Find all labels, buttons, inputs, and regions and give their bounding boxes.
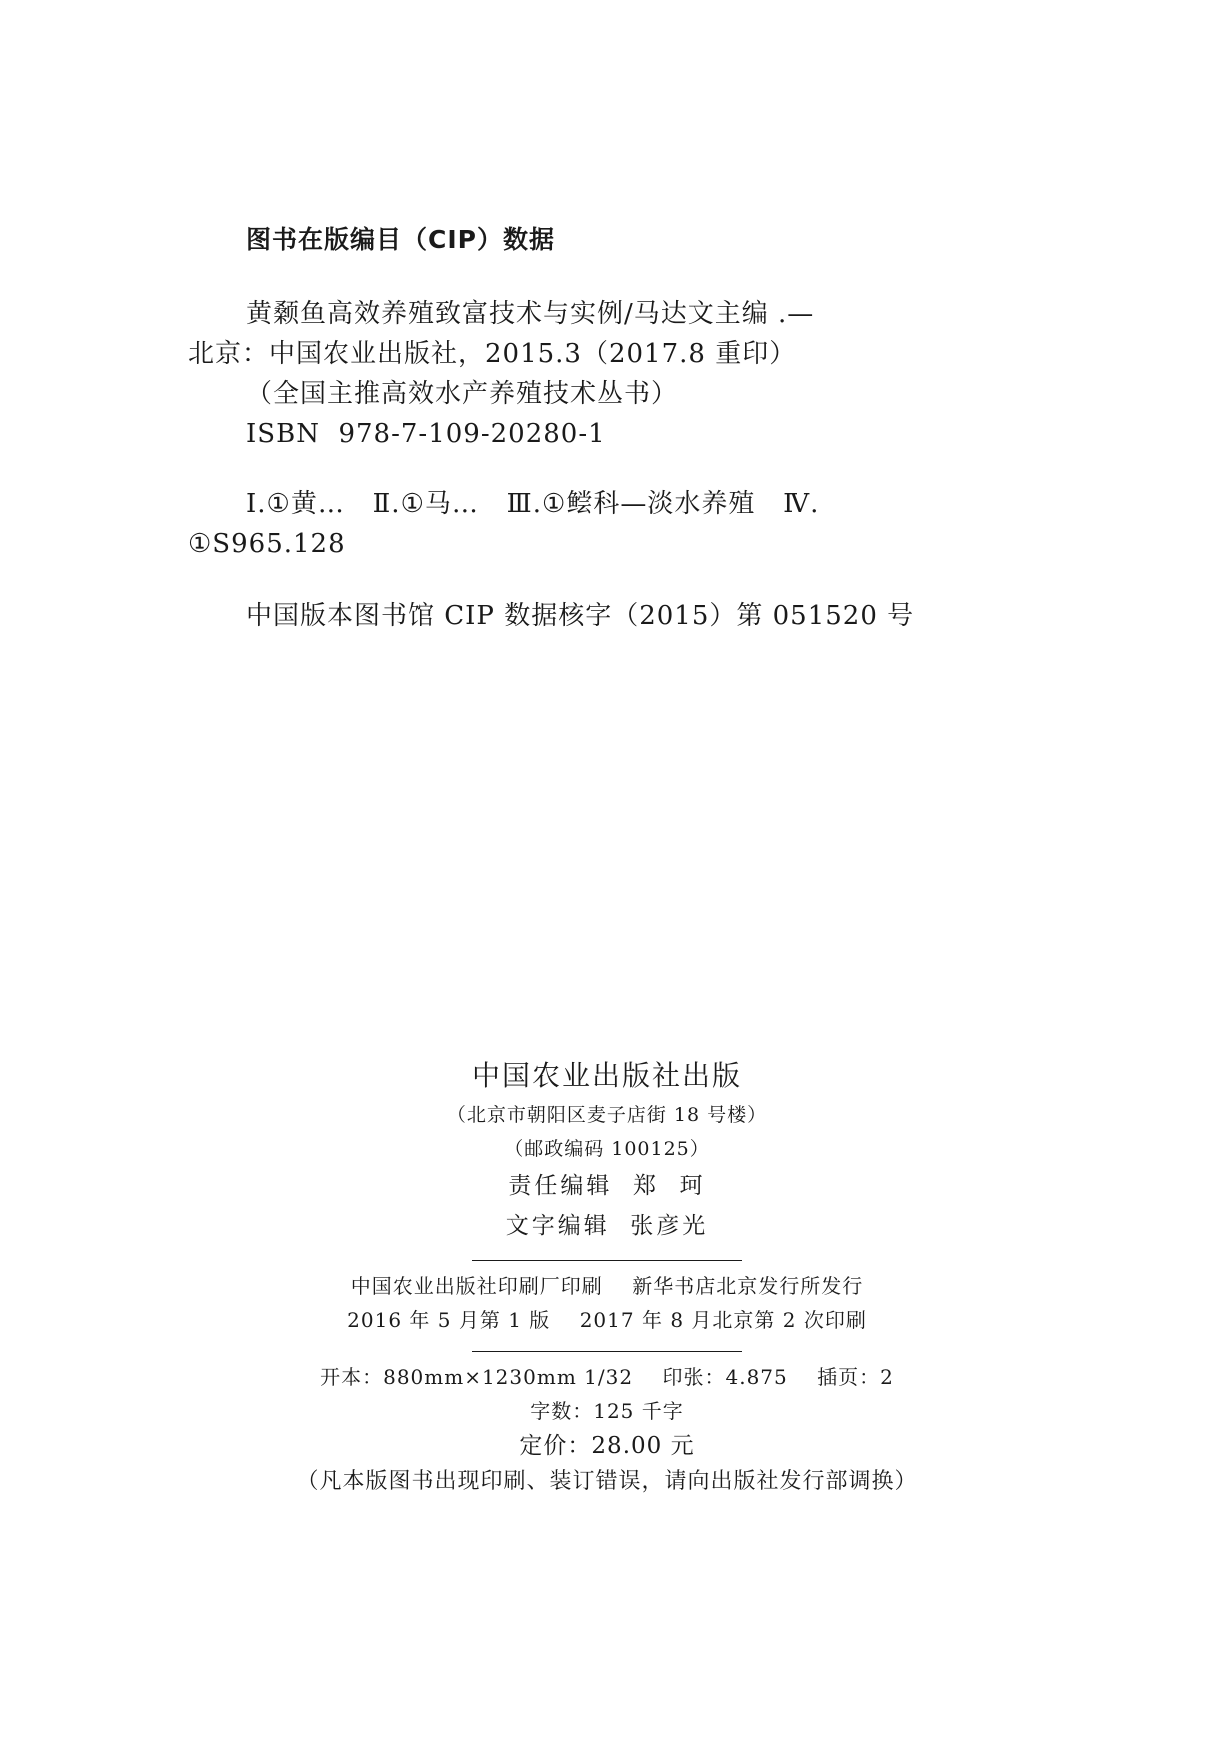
cip-series-line: （全国主推高效水产养殖技术丛书） (246, 379, 679, 409)
colophon-notice: （凡本版图书出现印刷、装订错误，请向出版社发行部调换） (296, 1469, 918, 1494)
spacer (246, 564, 986, 596)
colophon-spec: 开本：880mm×1230mm 1/32 印张：4.875 插页：2 (320, 1365, 894, 1389)
cip-publisher-line: 北京：中国农业出版社，2015.3（2017.8 重印） (188, 339, 797, 369)
cip-verification-line: 中国版本图书馆 CIP 数据核字（2015）第 051520 号 (246, 601, 915, 631)
cip-heading: 图书在版编目（CIP）数据 (246, 225, 555, 254)
cip-classification-cont: ①S965.128 (188, 529, 346, 559)
spacer (246, 454, 986, 484)
colophon-publisher: 中国农业出版社出版 (471, 1059, 742, 1092)
cip-classification-line: Ⅰ.①黄… Ⅱ.①马… Ⅲ.①鲿科—淡水养殖 Ⅳ. (246, 489, 820, 519)
cip-data-block (188, 220, 986, 636)
colophon-word-count: 字数：125 千字 (530, 1399, 684, 1423)
colophon-editor: 责任编辑 郑 珂 (508, 1173, 706, 1199)
colophon-postcode: （邮政编码 100125） (504, 1138, 710, 1160)
colophon-block (0, 1054, 1214, 1500)
colophon-edition: 2016 年 5 月第 1 版 2017 年 8 月北京第 2 次印刷 (347, 1308, 867, 1332)
cip-isbn-line: ISBN 978-7-109-20280-1 (246, 419, 606, 449)
divider-rule (472, 1260, 742, 1261)
colophon-printer: 中国农业出版社印刷厂印刷 新华书店北京发行所发行 (350, 1274, 864, 1298)
divider-rule (472, 1351, 742, 1352)
colophon-address: （北京市朝阳区麦子店街 18 号楼） (446, 1104, 768, 1126)
colophon-price: 定价：28.00 元 (519, 1433, 695, 1459)
colophon-text-editor: 文字编辑 张彦光 (505, 1213, 709, 1239)
cip-title-line: 黄颡鱼高效养殖致富技术与实例/马达文主编 .— (246, 299, 815, 329)
